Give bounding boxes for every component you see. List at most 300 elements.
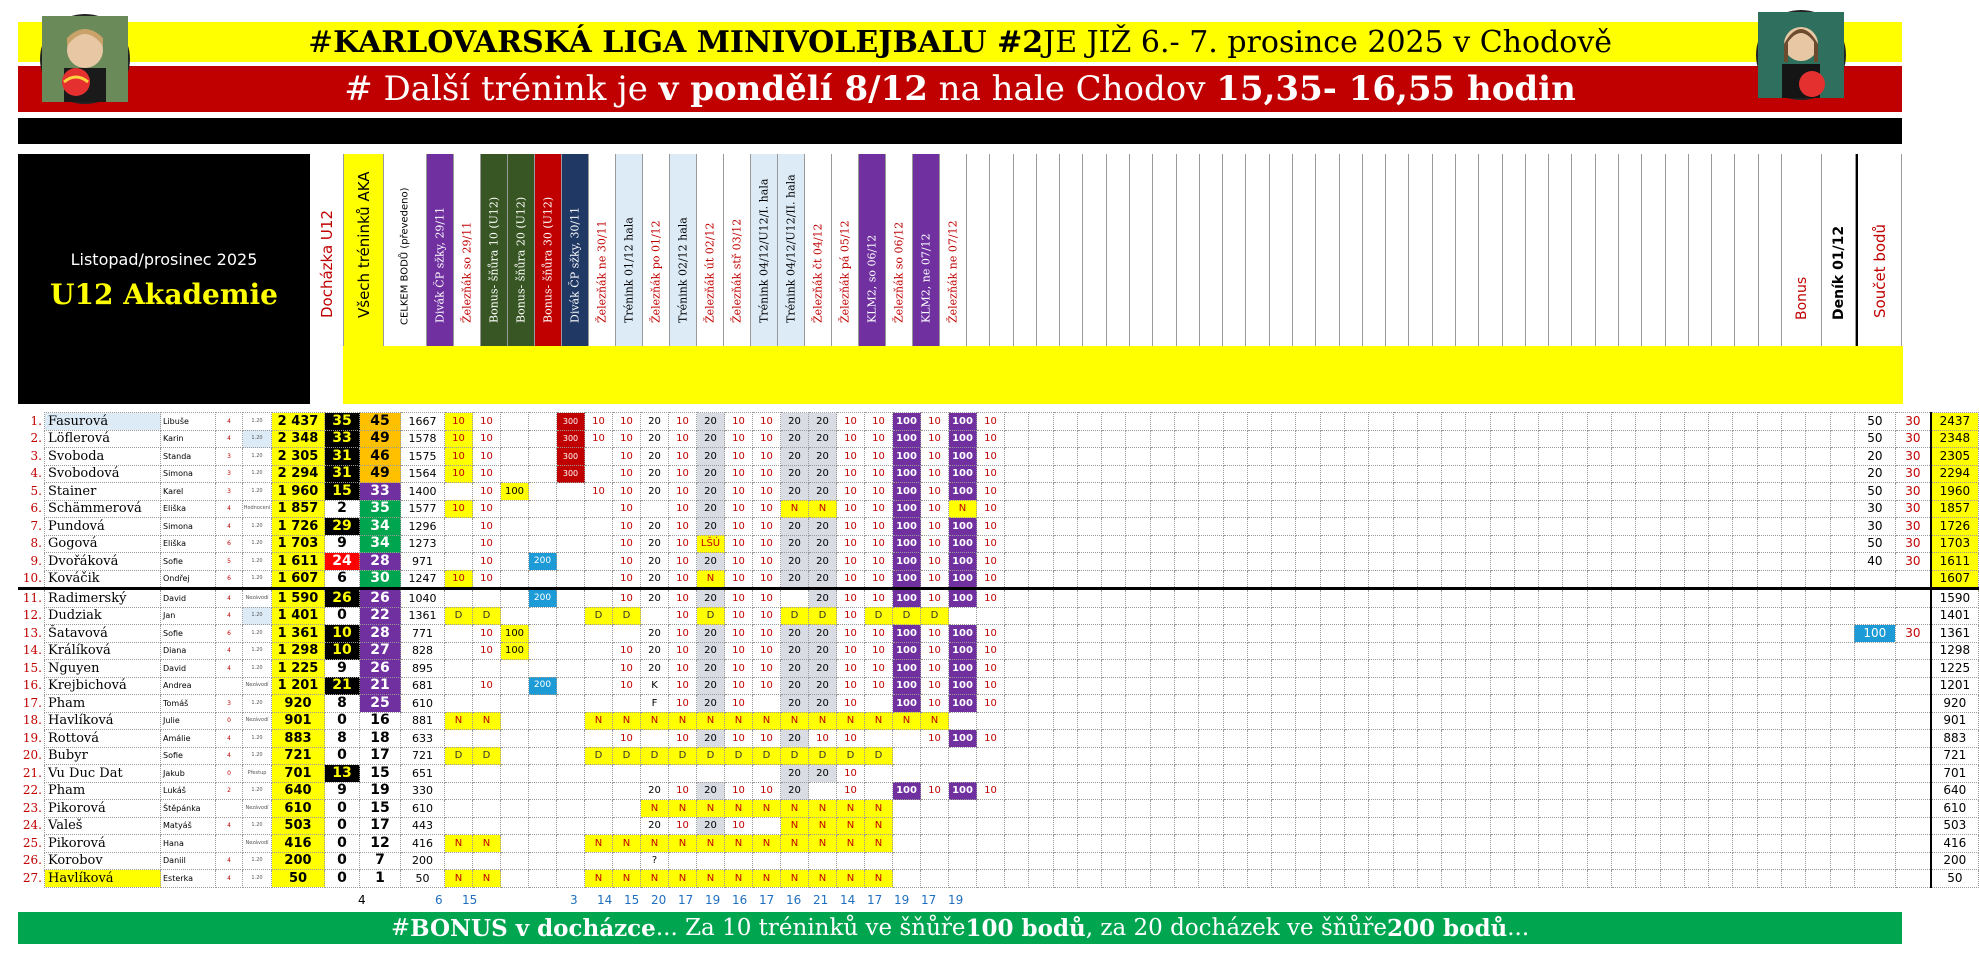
- header-event-17: [859, 154, 886, 346]
- row-event-cell: [529, 852, 557, 870]
- row-blank-cell: [1587, 483, 1611, 501]
- row-firstname: Esterka: [161, 870, 216, 888]
- row-level: 1.20: [243, 852, 272, 870]
- row-surname: Pundová: [45, 518, 161, 536]
- header-blank: [1503, 154, 1526, 346]
- row-blank-cell: [1344, 589, 1368, 608]
- row-event-cell: 10: [445, 430, 473, 448]
- row-blank-cell: [1733, 712, 1757, 730]
- row-blank-cell: [1077, 817, 1101, 835]
- row-blank-cell: [1077, 677, 1101, 695]
- row-blank-cell: [1806, 677, 1830, 695]
- row-rank: 6.: [30, 501, 42, 516]
- footer-count-event: 17: [921, 893, 937, 907]
- row-blank-cell: [1514, 413, 1538, 431]
- row-blank-cell: [1490, 695, 1514, 713]
- row-blank-cell: [1077, 852, 1101, 870]
- row-event-cell: [501, 800, 529, 818]
- row-denik: [1895, 870, 1931, 888]
- row-blank-cell: [1077, 625, 1101, 643]
- row-event-cell: D: [641, 747, 669, 765]
- row-surname: Svobodová: [45, 465, 161, 483]
- row-soucet: 1726: [1931, 518, 1979, 536]
- row-total: 1 201: [272, 677, 325, 695]
- row-blank-cell: [1369, 625, 1393, 643]
- row-blank-cell: [1417, 712, 1441, 730]
- row-blank-cell: [1636, 518, 1660, 536]
- row-total: 416: [272, 835, 325, 853]
- row-blank-cell: [1344, 730, 1368, 748]
- row-blank-cell: [1102, 448, 1126, 466]
- row-blank-cell: [1490, 465, 1514, 483]
- header-event-12: [724, 154, 751, 346]
- row-blank-cell: [1539, 660, 1563, 678]
- row-vsech: 33: [360, 483, 401, 501]
- row-celkem: 610: [401, 695, 445, 713]
- row-blank-cell: [1587, 677, 1611, 695]
- row-firstname: Sofie: [161, 553, 216, 571]
- row-blank-cell: [1223, 730, 1247, 748]
- row-blank-cell: [1272, 800, 1296, 818]
- row-event-cell: 10: [865, 413, 893, 431]
- row-blank-cell: [1344, 430, 1368, 448]
- row-blank-cell: [1684, 589, 1708, 608]
- row-event-cell: N: [837, 800, 865, 818]
- row-blank-cell: [1514, 800, 1538, 818]
- row-blank-cell: [1709, 695, 1733, 713]
- row-blank-cell: [1223, 483, 1247, 501]
- row-event-cell: [893, 747, 921, 765]
- row-surname: Valeš: [45, 817, 161, 835]
- row-event-cell: 10: [473, 553, 501, 571]
- table-row: [18, 589, 1978, 608]
- row-blank-cell: [1320, 518, 1344, 536]
- row-blank-cell: [1684, 535, 1708, 553]
- row-blank-cell: [1223, 800, 1247, 818]
- row-event-cell: 10: [669, 570, 697, 589]
- row-event-cell: 10: [977, 695, 1005, 713]
- row-event-cell: [585, 535, 613, 553]
- table-row: [18, 782, 1978, 800]
- row-event-cell: F: [641, 695, 669, 713]
- row-blank-cell: [1539, 465, 1563, 483]
- row-event-cell: 10: [613, 642, 641, 660]
- row-event-cell: [501, 413, 529, 431]
- row-blank-cell: [1369, 730, 1393, 748]
- row-blank-cell: [1782, 430, 1806, 448]
- row-blank-cell: [1830, 413, 1854, 431]
- header-blank: [1153, 154, 1176, 346]
- row-age: [216, 677, 243, 695]
- row-blank-cell: [1587, 870, 1611, 888]
- row-bonus: [1854, 782, 1895, 800]
- row-event-cell: 10: [837, 570, 865, 589]
- row-bonus: [1854, 642, 1895, 660]
- row-blank-cell: [1320, 535, 1344, 553]
- row-event-cell: [445, 765, 473, 783]
- row-blank-cell: [1247, 500, 1271, 518]
- row-blank-cell: [1077, 465, 1101, 483]
- row-blank-cell: [1636, 642, 1660, 660]
- row-age: 4: [216, 747, 243, 765]
- row-blank-cell: [1344, 800, 1368, 818]
- row-blank-cell: [1660, 589, 1684, 608]
- row-blank-cell: [1053, 535, 1077, 553]
- row-blank-cell: [1247, 782, 1271, 800]
- table-row: [18, 765, 1978, 783]
- row-event-cell: [473, 800, 501, 818]
- row-level: 1.20: [243, 625, 272, 643]
- row-event-cell: 100: [893, 448, 921, 466]
- row-event-cell: 10: [445, 465, 473, 483]
- row-denik: 30: [1895, 500, 1931, 518]
- row-event-cell: [585, 553, 613, 571]
- row-event-cell: 20: [641, 483, 669, 501]
- row-blank-cell: [1660, 465, 1684, 483]
- row-blank-cell: [1369, 852, 1393, 870]
- row-blank-cell: [1563, 747, 1587, 765]
- row-blank-cell: [1102, 852, 1126, 870]
- row-event-cell: 10: [669, 817, 697, 835]
- header-event-13: [751, 154, 778, 346]
- header-event-6: [562, 154, 589, 346]
- row-blank-cell: [1514, 730, 1538, 748]
- row-event-cell: 10: [445, 413, 473, 431]
- row-blank-cell: [1272, 835, 1296, 853]
- row-event-cell: 20: [781, 730, 809, 748]
- row-blank-cell: [1733, 747, 1757, 765]
- row-blank-cell: [1199, 553, 1223, 571]
- row-blank-cell: [1053, 589, 1077, 608]
- row-blank-cell: [1005, 695, 1029, 713]
- row-blank-cell: [1466, 695, 1490, 713]
- row-blank-cell: [1320, 570, 1344, 589]
- row-event-cell: 10: [585, 483, 613, 501]
- header-event-8: [616, 154, 643, 346]
- row-event-cell: 20: [641, 817, 669, 835]
- row-blank-cell: [1636, 677, 1660, 695]
- row-blank-cell: [1563, 660, 1587, 678]
- row-blank-cell: [1563, 570, 1587, 589]
- row-blank-cell: [1393, 695, 1417, 713]
- row-blank-cell: [1199, 625, 1223, 643]
- row-celkem: 330: [401, 782, 445, 800]
- row-blank-cell: [1442, 835, 1466, 853]
- row-total: 1 607: [272, 570, 325, 589]
- row-event-cell: 20: [781, 782, 809, 800]
- row-blank-cell: [1029, 570, 1053, 589]
- row-blank-cell: [1466, 448, 1490, 466]
- row-event-cell: 20: [641, 589, 669, 608]
- row-blank-cell: [1029, 730, 1053, 748]
- row-event-cell: 10: [977, 553, 1005, 571]
- header-blank: [1642, 154, 1665, 346]
- row-event-cell: N: [781, 500, 809, 518]
- row-blank-cell: [1442, 589, 1466, 608]
- row-rank: 21.: [22, 765, 42, 780]
- row-event-cell: [557, 553, 585, 571]
- row-blank-cell: [1733, 518, 1757, 536]
- row-celkem: 721: [401, 747, 445, 765]
- row-blank-cell: [1587, 712, 1611, 730]
- row-blank-cell: [1247, 730, 1271, 748]
- row-blank-cell: [1684, 448, 1708, 466]
- row-vsech: 30: [360, 570, 401, 589]
- row-event-cell: N: [809, 817, 837, 835]
- row-event-cell: 10: [753, 660, 781, 678]
- row-event-cell: [529, 817, 557, 835]
- row-bonus: 20: [1854, 465, 1895, 483]
- row-age: 6: [216, 570, 243, 589]
- row-event-cell: 10: [613, 430, 641, 448]
- row-blank-cell: [1296, 747, 1320, 765]
- row-blank-cell: [1247, 677, 1271, 695]
- row-event-cell: 10: [473, 677, 501, 695]
- bottom-banner-bonus: [18, 912, 1902, 944]
- row-blank-cell: [1587, 553, 1611, 571]
- row-blank-cell: [1660, 817, 1684, 835]
- row-blank-cell: [1077, 730, 1101, 748]
- row-celkem: 1667: [401, 413, 445, 431]
- row-blank-cell: [1660, 625, 1684, 643]
- row-event-cell: [529, 500, 557, 518]
- row-blank-cell: [1514, 535, 1538, 553]
- row-level: Nezávodí: [243, 589, 272, 608]
- row-blank-cell: [1320, 852, 1344, 870]
- row-event-cell: 10: [921, 448, 949, 466]
- row-level: 1.20: [243, 535, 272, 553]
- row-event-cell: [641, 500, 669, 518]
- row-event-cell: [445, 852, 473, 870]
- row-blank-cell: [1539, 535, 1563, 553]
- header-blank: [990, 154, 1013, 346]
- row-event-cell: [977, 852, 1005, 870]
- row-blank-cell: [1636, 747, 1660, 765]
- row-event-cell: D: [809, 747, 837, 765]
- footer-count-event: 17: [678, 893, 694, 907]
- row-blank-cell: [1199, 589, 1223, 608]
- row-surname: Svoboda: [45, 448, 161, 466]
- row-blank-cell: [1102, 642, 1126, 660]
- row-age: 2: [216, 782, 243, 800]
- row-event-cell: 100: [501, 642, 529, 660]
- row-vsech: 19: [360, 782, 401, 800]
- row-firstname: Hana: [161, 835, 216, 853]
- row-event-cell: [473, 852, 501, 870]
- row-event-cell: 10: [977, 570, 1005, 589]
- header-yellow-band: [343, 346, 1903, 404]
- table-row: [18, 448, 1978, 466]
- row-event-cell: 10: [865, 642, 893, 660]
- row-blank-cell: [1029, 642, 1053, 660]
- row-event-cell: [949, 607, 977, 625]
- row-blank-cell: [1223, 500, 1247, 518]
- row-blank-cell: [1539, 500, 1563, 518]
- row-blank-cell: [1539, 870, 1563, 888]
- row-event-cell: 10: [669, 660, 697, 678]
- footer-count-event: 15: [462, 893, 478, 907]
- row-blank-cell: [1417, 535, 1441, 553]
- row-blank-cell: [1247, 625, 1271, 643]
- row-blank-cell: [1150, 518, 1174, 536]
- row-level: 1.20: [243, 817, 272, 835]
- row-blank-cell: [1393, 730, 1417, 748]
- row-blank-cell: [1369, 465, 1393, 483]
- row-blank-cell: [1514, 589, 1538, 608]
- row-blank-cell: [1514, 695, 1538, 713]
- row-event-cell: N: [865, 835, 893, 853]
- row-blank-cell: [1005, 660, 1029, 678]
- row-blank-cell: [1442, 817, 1466, 835]
- row-dochazka: 31: [325, 448, 360, 466]
- row-blank-cell: [1320, 695, 1344, 713]
- row-blank-cell: [1539, 607, 1563, 625]
- row-blank-cell: [1733, 852, 1757, 870]
- row-event-cell: 20: [641, 413, 669, 431]
- row-blank-cell: [1417, 765, 1441, 783]
- row-blank-cell: [1393, 465, 1417, 483]
- footer-count-event: 17: [867, 893, 883, 907]
- row-event-cell: N: [753, 800, 781, 818]
- row-blank-cell: [1369, 448, 1393, 466]
- table-row: [18, 852, 1978, 870]
- header-soucet: Součet bodů: [1856, 154, 1902, 346]
- row-event-cell: 10: [473, 642, 501, 660]
- row-event-cell: [585, 500, 613, 518]
- row-blank-cell: [1369, 553, 1393, 571]
- row-blank-cell: [1806, 660, 1830, 678]
- row-vsech: 28: [360, 625, 401, 643]
- row-event-cell: [585, 465, 613, 483]
- header-event-label: Bonus- šňůra 10 (U12): [487, 196, 501, 323]
- row-event-cell: 100: [893, 570, 921, 589]
- row-event-cell: 10: [921, 677, 949, 695]
- row-event-cell: LŠÚ: [697, 535, 725, 553]
- row-blank-cell: [1660, 642, 1684, 660]
- row-event-cell: 10: [921, 642, 949, 660]
- row-event-cell: 100: [949, 483, 977, 501]
- row-blank-cell: [1053, 817, 1077, 835]
- row-event-cell: 20: [809, 677, 837, 695]
- row-blank-cell: [1053, 870, 1077, 888]
- row-event-cell: [585, 589, 613, 608]
- row-event-cell: [501, 607, 529, 625]
- row-blank-cell: [1272, 695, 1296, 713]
- row-event-cell: 100: [501, 483, 529, 501]
- row-event-cell: 10: [921, 483, 949, 501]
- row-blank-cell: [1709, 782, 1733, 800]
- row-blank-cell: [1417, 870, 1441, 888]
- row-event-cell: 10: [865, 553, 893, 571]
- row-blank-cell: [1272, 589, 1296, 608]
- row-event-cell: [501, 712, 529, 730]
- row-surname: Dvořáková: [45, 553, 161, 571]
- row-blank-cell: [1417, 607, 1441, 625]
- row-event-cell: 10: [473, 625, 501, 643]
- row-blank-cell: [1320, 642, 1344, 660]
- row-blank-cell: [1126, 607, 1150, 625]
- row-blank-cell: [1320, 835, 1344, 853]
- row-blank-cell: [1563, 553, 1587, 571]
- row-blank-cell: [1223, 570, 1247, 589]
- row-blank-cell: [1344, 817, 1368, 835]
- row-total: 1 225: [272, 660, 325, 678]
- row-event-cell: 10: [669, 448, 697, 466]
- row-blank-cell: [1053, 607, 1077, 625]
- row-event-cell: 10: [977, 625, 1005, 643]
- row-blank-cell: [1684, 625, 1708, 643]
- row-event-cell: 10: [613, 465, 641, 483]
- row-event-cell: 20: [641, 535, 669, 553]
- row-blank-cell: [1806, 747, 1830, 765]
- row-event-cell: 10: [613, 483, 641, 501]
- header-event-label: Železňák so 29/11: [460, 221, 474, 323]
- row-blank-cell: [1344, 712, 1368, 730]
- row-event-cell: 10: [921, 730, 949, 748]
- row-blank-cell: [1174, 465, 1198, 483]
- row-blank-cell: [1514, 677, 1538, 695]
- row-event-cell: [585, 660, 613, 678]
- row-firstname: Libuše: [161, 413, 216, 431]
- row-blank-cell: [1466, 500, 1490, 518]
- row-event-cell: N: [613, 712, 641, 730]
- row-event-cell: 10: [753, 518, 781, 536]
- row-blank-cell: [1417, 835, 1441, 853]
- row-blank-cell: [1369, 747, 1393, 765]
- row-blank-cell: [1344, 695, 1368, 713]
- row-blank-cell: [1660, 800, 1684, 818]
- row-blank-cell: [1272, 642, 1296, 660]
- table-row: [18, 660, 1978, 678]
- row-event-cell: 100: [893, 660, 921, 678]
- row-event-cell: 20: [781, 553, 809, 571]
- row-event-cell: [753, 852, 781, 870]
- row-event-cell: 10: [921, 535, 949, 553]
- row-blank-cell: [1490, 589, 1514, 608]
- row-event-cell: 10: [753, 642, 781, 660]
- row-blank-cell: [1806, 835, 1830, 853]
- row-blank-cell: [1830, 465, 1854, 483]
- row-blank-cell: [1005, 518, 1029, 536]
- row-event-cell: 10: [613, 660, 641, 678]
- row-blank-cell: [1247, 430, 1271, 448]
- bonus-text-2: , za 20 docházek ve šňůře: [1085, 915, 1387, 941]
- row-blank-cell: [1199, 677, 1223, 695]
- row-event-cell: 10: [865, 570, 893, 589]
- banner-liga-title: KARLOVARSKÁ LIGA MINIVOLEJBALU #2: [333, 24, 1044, 60]
- row-blank-cell: [1150, 695, 1174, 713]
- row-blank-cell: [1369, 535, 1393, 553]
- row-age: 4: [216, 852, 243, 870]
- row-blank-cell: [1709, 765, 1733, 783]
- row-blank-cell: [1199, 535, 1223, 553]
- row-blank-cell: [1320, 589, 1344, 608]
- row-surname: Vu Duc Dat: [45, 765, 161, 783]
- row-celkem: 1247: [401, 570, 445, 589]
- row-total: 1 298: [272, 642, 325, 660]
- row-blank-cell: [1053, 765, 1077, 783]
- row-blank-cell: [1442, 730, 1466, 748]
- header-blank: [1666, 154, 1689, 346]
- row-blank-cell: [1272, 677, 1296, 695]
- row-blank-cell: [1636, 448, 1660, 466]
- row-blank-cell: [1684, 782, 1708, 800]
- row-blank-cell: [1587, 800, 1611, 818]
- row-blank-cell: [1029, 835, 1053, 853]
- row-event-cell: [473, 765, 501, 783]
- row-event-cell: [893, 800, 921, 818]
- row-blank-cell: [1344, 413, 1368, 431]
